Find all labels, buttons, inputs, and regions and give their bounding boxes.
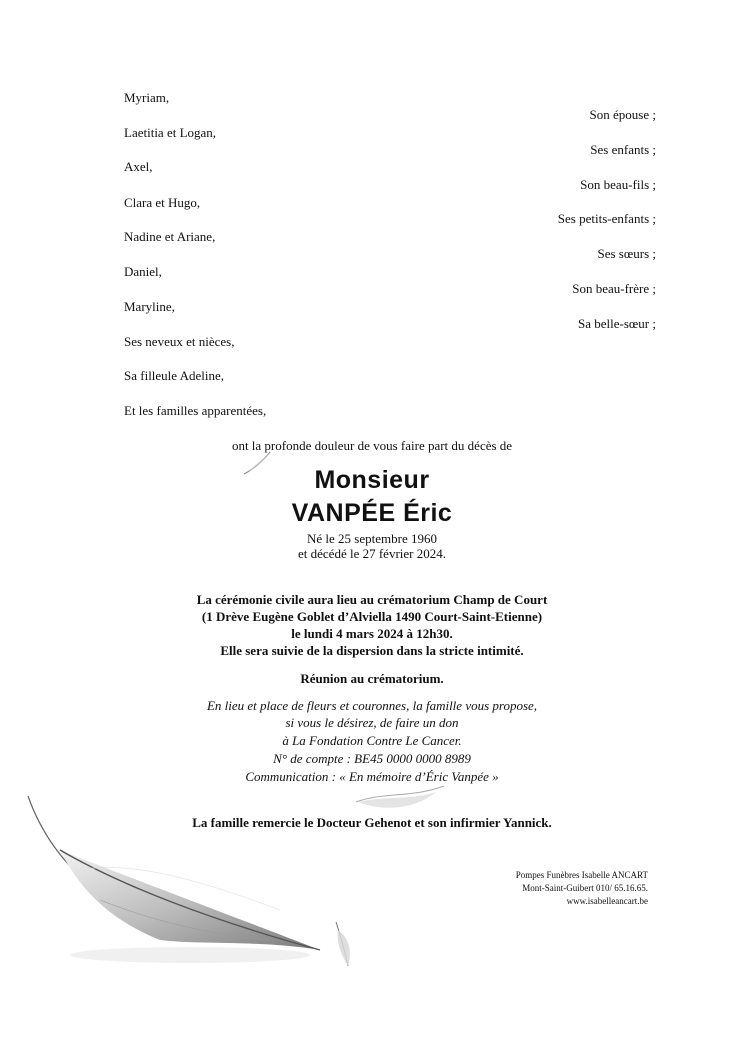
family-left-item-8: Ses neveux et nièces, (124, 334, 235, 349)
family-left-item-9: Sa filleule Adeline, (124, 368, 225, 383)
family-left-item-6: Daniel, (124, 264, 162, 279)
family-role-5: Ses sœurs ; (597, 246, 656, 261)
ceremony-line-1: La cérémonie civile aura lieu au crématorium Champ de Court (196, 592, 548, 607)
family-left-item-10: Et les familles apparentées, (124, 403, 267, 418)
announcement-intro: ont la profonde douleur de vous faire part du décès de (231, 438, 513, 453)
family-role-1: Son épouse ; (589, 107, 656, 122)
family-left-item-4: Clara et Hugo, (124, 195, 201, 210)
ceremony-line-2: (1 Drève Eugène Goblet d’Alviella 1490 Court-Saint-Etienne) (201, 609, 543, 624)
family-role-7: Sa belle-sœur ; (578, 316, 656, 331)
family-role-6: Son beau-frère ; (572, 281, 656, 296)
family-left-item-1: Myriam, (124, 90, 170, 105)
donation-line-1: En lieu et place de fleurs et couronnes, la famille vous propose, (206, 698, 538, 713)
funeral-home-address: Mont-Saint-Guibert 010/ 65.16.65. (522, 883, 648, 893)
ceremony-line-4: Elle sera suivie de la dispersion dans la stricte intimité. (220, 643, 524, 658)
family-role-2: Ses enfants ; (590, 142, 656, 157)
death-date: et décédé le 27 février 2024. (298, 546, 446, 561)
funeral-home-name: Pompes Funèbres Isabelle ANCART (515, 870, 648, 880)
deceased-title: Monsieur (314, 466, 430, 494)
feather-icon (322, 920, 362, 970)
birth-date: Né le 25 septembre 1960 (307, 531, 437, 546)
reunion-line: Réunion au crématorium. (300, 671, 444, 686)
family-left-item-3: Axel, (124, 159, 153, 174)
family-left-item-5: Nadine et Ariane, (124, 229, 216, 244)
donation-communication: Communication : « En mémoire d’Éric Vanpée » (245, 769, 499, 784)
feather-icon (352, 780, 448, 820)
family-left-item-7: Maryline, (124, 299, 175, 314)
ceremony-line-3: le lundi 4 mars 2024 à 12h30. (291, 626, 453, 641)
donation-line-3: à La Fondation Contre Le Cancer. (282, 733, 462, 748)
family-role-3: Son beau-fils ; (580, 177, 656, 192)
deceased-name: VANPÉE Éric (291, 499, 453, 527)
family-left-item-2: Laetitia et Logan, (124, 125, 217, 140)
funeral-home-website[interactable]: www.isabelleancart.be (566, 896, 648, 906)
feather-icon (20, 790, 350, 970)
thanks-line: La famille remercie le Docteur Gehenot et son infirmier Yannick. (192, 815, 552, 830)
donation-line-2: si vous le désirez, de faire un don (285, 715, 459, 730)
donation-account: N° de compte : BE45 0000 0000 8989 (273, 751, 471, 766)
family-role-4: Ses petits-enfants ; (557, 211, 656, 226)
